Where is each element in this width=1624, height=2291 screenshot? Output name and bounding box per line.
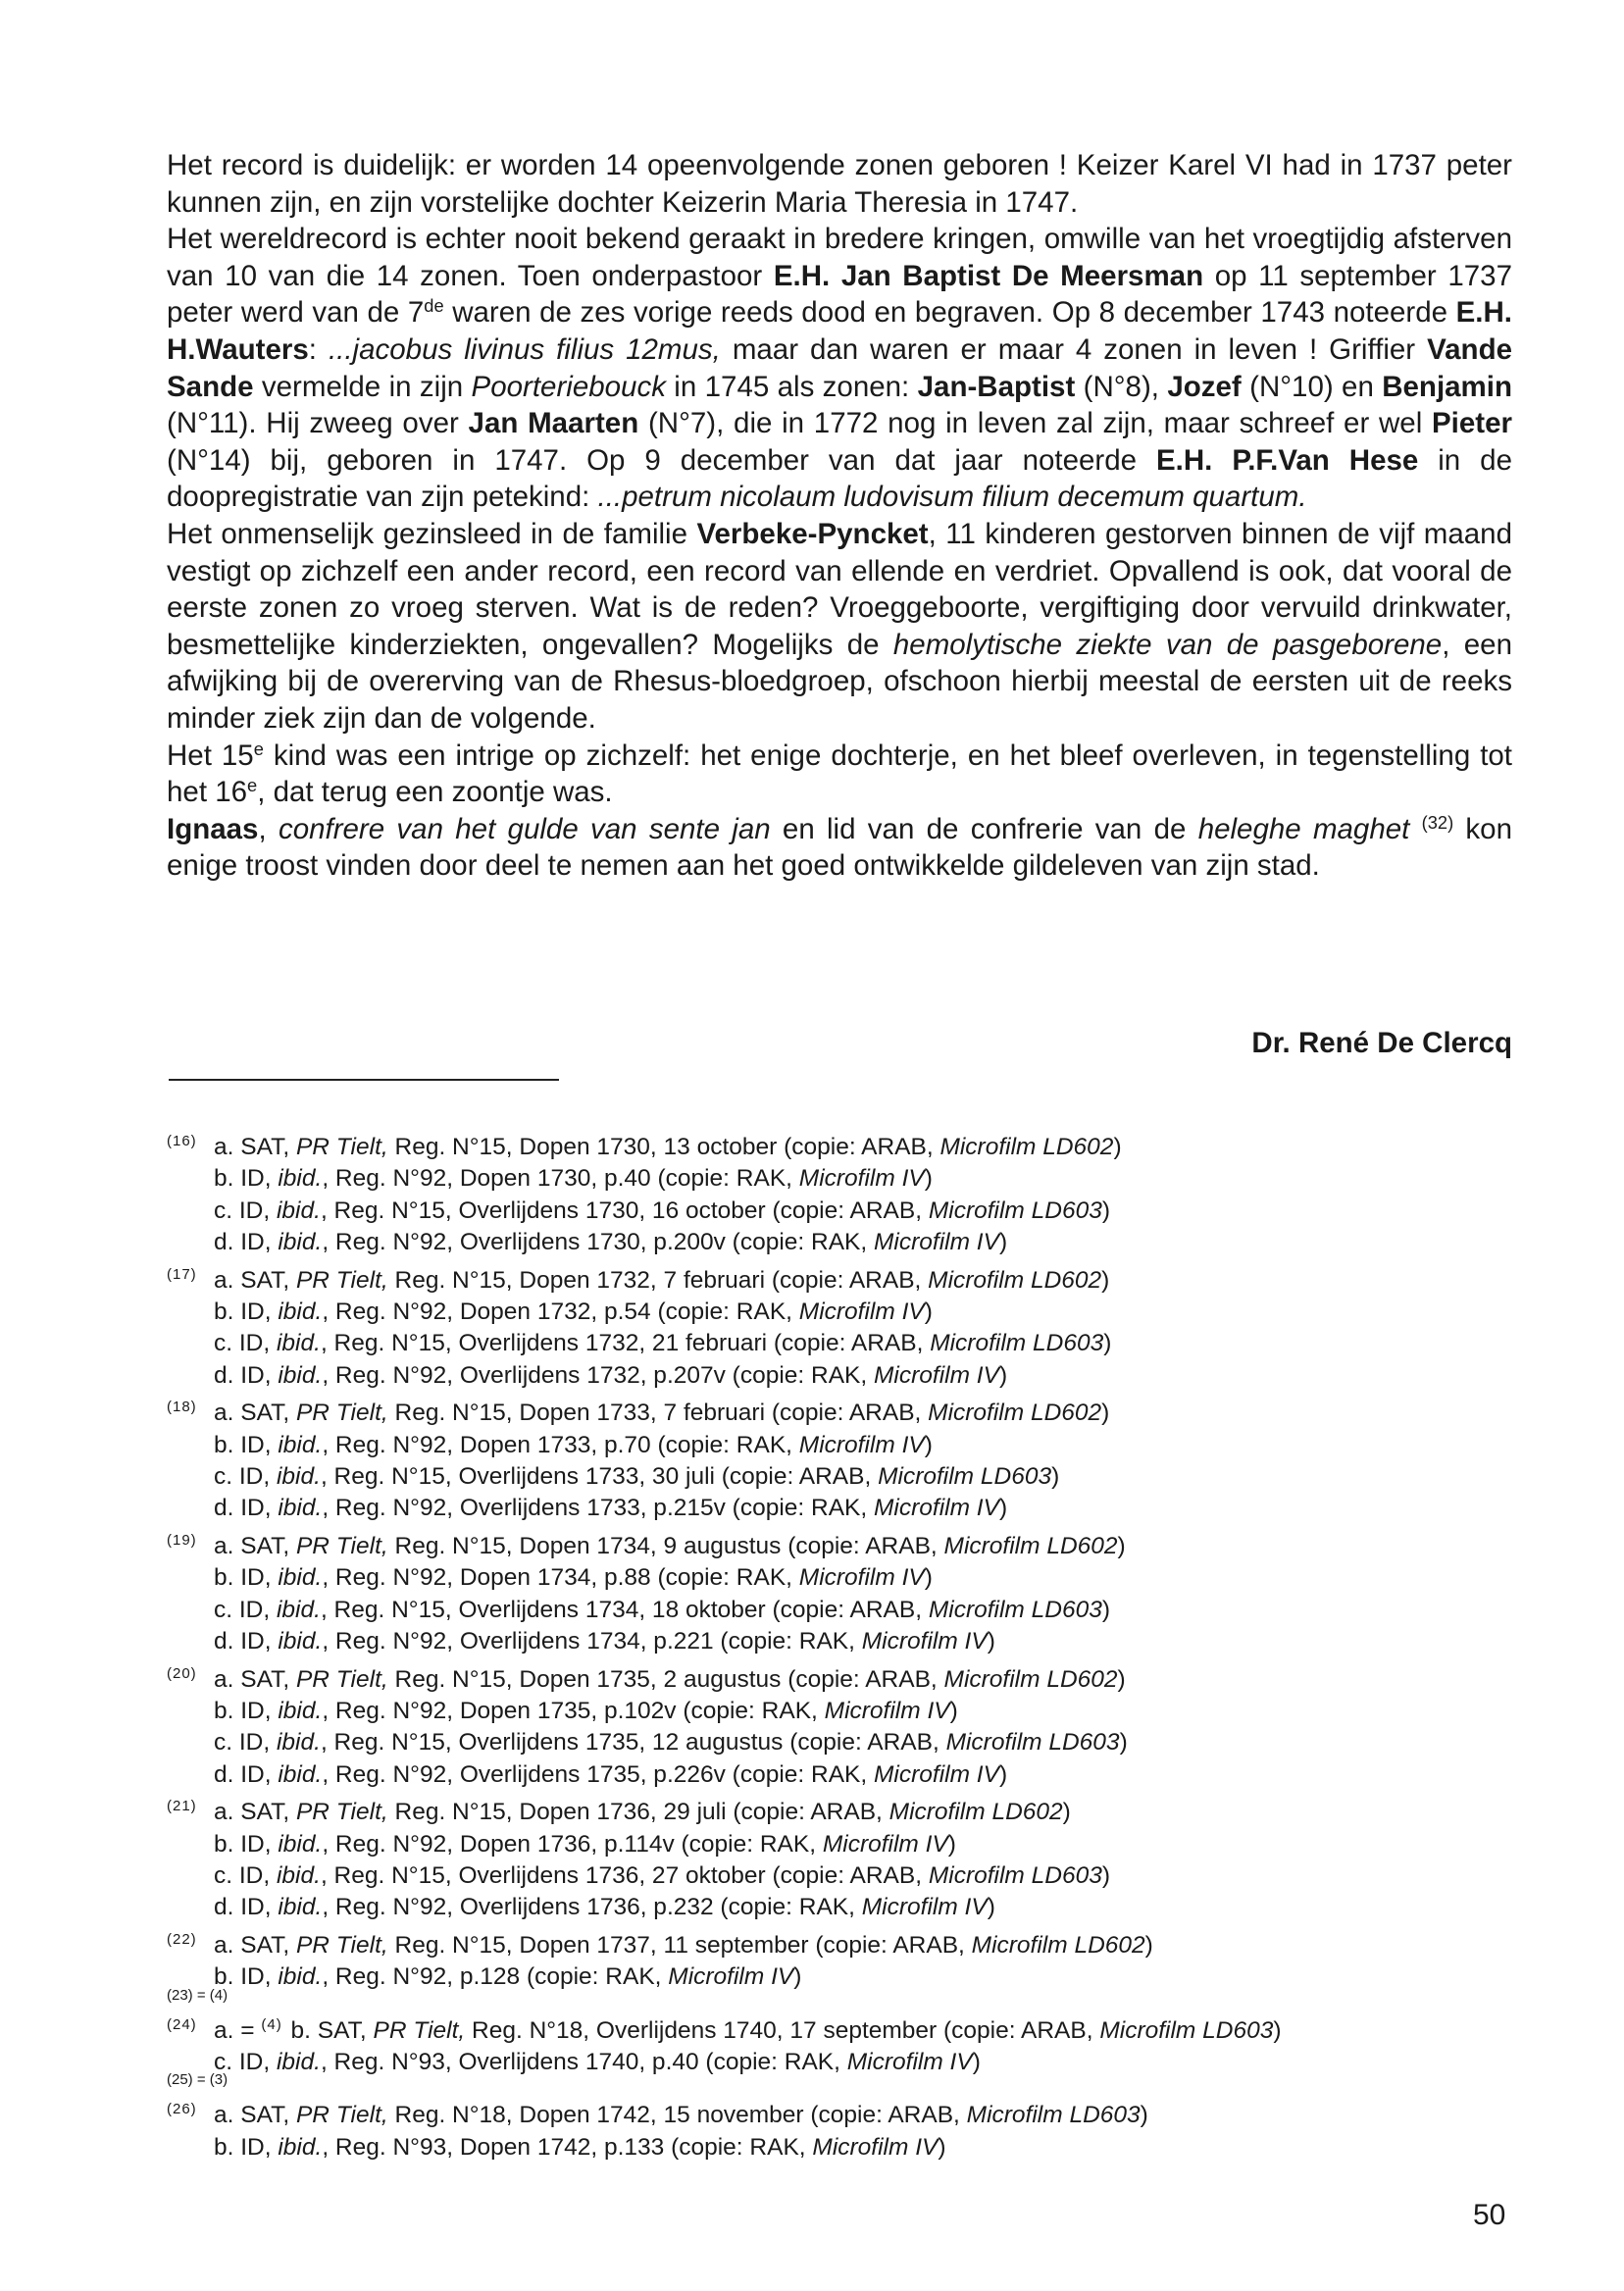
italic-text: ibid.: [278, 1165, 323, 1193]
text: , dat terug een zoontje was.: [257, 776, 613, 809]
italic-text: Microfilm IV: [861, 1894, 988, 1921]
italic-text: Microfilm LD602: [971, 1931, 1145, 1959]
text: (N°7), die in 1772 nog in leven zal zijn, maar schreef er wel: [638, 407, 1432, 440]
footnote-line: [167, 1493, 1540, 1524]
bold-name: Ignaas: [167, 812, 259, 845]
text: , Reg. N°92, Dopen 1735, p.102v (copie: RAK,: [322, 1697, 825, 1724]
paragraph-3: [167, 516, 1512, 738]
text: d. ID,: [214, 1628, 279, 1655]
footnote-line: [167, 1328, 1540, 1359]
text: Reg. N°18, Dopen 1742, 15 november (copie: ARAB,: [387, 2102, 967, 2129]
text: ): [924, 1165, 933, 1193]
italic-quote: ...petrum nicolaum ludovisum filium decemum quartum.: [597, 481, 1307, 514]
text: ): [1101, 1266, 1110, 1294]
italic-text: ibid.: [278, 1229, 323, 1256]
footnote-line: [167, 1126, 1540, 1163]
italic-text: Microfilm IV: [798, 1431, 925, 1458]
footnote-marker: (20): [167, 1664, 197, 1682]
italic-text: Microfilm LD602: [928, 1400, 1102, 1427]
text: b. SAT,: [283, 2016, 374, 2044]
italic-text: ibid.: [276, 1330, 321, 1357]
footnote-list: [167, 1126, 1540, 1994]
footnote-line: [167, 1461, 1540, 1493]
text: Reg. N°15, Dopen 1730, 13 october (copie: ARAB,: [387, 1134, 940, 1160]
footnote-24: [167, 2010, 1540, 2047]
footnote-line: [167, 1525, 1540, 1562]
italic-text: ibid.: [278, 1361, 323, 1389]
text: Reg. N°15, Dopen 1733, 7 februari (copie: ARAB,: [387, 1400, 929, 1427]
footnote-line: [167, 1297, 1540, 1328]
text: Reg. N°15, Dopen 1736, 29 juli (copie: ARAB,: [387, 1799, 889, 1826]
text: Reg. N°15, Dopen 1737, 11 september (copie: ARAB,: [387, 1931, 972, 1959]
text: ): [1113, 1134, 1122, 1160]
text: b. ID,: [214, 1431, 279, 1458]
text: ): [1051, 1463, 1060, 1491]
footnote-line: [167, 1562, 1540, 1594]
bold-name: Jan-Baptist: [917, 370, 1076, 403]
footnote-line: [167, 1727, 1540, 1758]
text: ): [924, 1431, 933, 1458]
italic-text: Microfilm LD602: [943, 1665, 1118, 1693]
footnote-line: [167, 1392, 1540, 1429]
text: ): [1144, 1931, 1153, 1959]
text: a. SAT,: [214, 1266, 296, 1294]
text: en lid van de confrerie van de: [770, 812, 1198, 845]
text: a. SAT,: [214, 1400, 296, 1427]
text: , Reg. N°15, Overlijdens 1734, 18 oktober (copie: ARAB,: [320, 1596, 929, 1623]
italic-text: Microfilm LD603: [1099, 2016, 1274, 2044]
paragraph-2: [167, 221, 1512, 516]
author-signature: Dr. René De Clercq: [1251, 1027, 1512, 1059]
footnote-23: (23) = (4): [167, 1986, 228, 2004]
italic-text: Microfilm IV: [874, 1760, 999, 1788]
italic-text: PR Tielt,: [295, 1931, 388, 1959]
italic-term: confrere van het gulde van sente jan: [278, 812, 771, 845]
text: , Reg. N°92, Dopen 1736, p.114v (copie: RAK,: [322, 1830, 823, 1858]
footnote-line: [167, 1791, 1540, 1828]
text: b. ID,: [214, 2133, 279, 2161]
text: ): [1101, 1400, 1110, 1427]
footnote-line: [167, 1595, 1540, 1626]
text: , Reg. N°92, Overlijdens 1733, p.215v (copie: RAK,: [322, 1495, 875, 1522]
text: , Reg. N°92, Dopen 1730, p.40 (copie: RAK,: [322, 1165, 799, 1193]
italic-text: ibid.: [278, 1298, 323, 1326]
italic-text: Microfilm IV: [874, 1229, 999, 1256]
footnote-marker: (22): [167, 1930, 197, 1948]
text: c. ID,: [214, 1861, 277, 1889]
text: d. ID,: [214, 1361, 279, 1389]
text: , Reg. N°92, Overlijdens 1735, p.226v (copie: RAK,: [322, 1760, 875, 1788]
italic-term: hemolytische ziekte van de pasgeborene: [892, 628, 1443, 661]
footnote-25: (25) = (3): [167, 2071, 228, 2089]
italic-text: Microfilm LD602: [888, 1799, 1063, 1826]
paragraph-1: [167, 147, 1512, 221]
text: ): [1101, 1196, 1111, 1224]
text: d. ID,: [214, 1495, 279, 1522]
text: kon enige troost vinden door deel te nemen aan het goed ontwikkelde gildeleven van zijn stad.: [167, 812, 1512, 883]
text: c. ID,: [214, 1729, 277, 1756]
footnote-line: [167, 1430, 1540, 1461]
superscript: e: [253, 738, 264, 759]
text: ): [924, 1564, 933, 1592]
italic-text: ibid.: [276, 1596, 321, 1623]
text: ): [998, 1229, 1008, 1256]
footnote-line: [167, 1658, 1540, 1696]
italic-text: Microfilm LD603: [928, 1196, 1102, 1224]
footnote-line: [167, 2132, 1540, 2164]
italic-text: Microfilm IV: [798, 1564, 925, 1592]
italic-text: ibid.: [278, 1894, 323, 1921]
text: , Reg. N°93, Overlijdens 1740, p.40 (copie: RAK,: [320, 2048, 847, 2075]
text: maar dan waren er maar 4 zonen in leven ! Griffier: [720, 332, 1428, 366]
text: , Reg. N°15, Overlijdens 1732, 21 februari (copie: ARAB,: [320, 1330, 931, 1357]
bold-name: Benjamin: [1382, 370, 1512, 403]
text: , Reg. N°92, Overlijdens 1734, p.221 (copie: RAK,: [322, 1628, 862, 1655]
footnote-line: [167, 1759, 1540, 1791]
footnote-line: [167, 1696, 1540, 1727]
text: b. ID,: [214, 1165, 279, 1193]
footnote-line: [167, 1860, 1540, 1892]
text: ): [998, 1760, 1008, 1788]
italic-text: Microfilm LD602: [943, 1532, 1118, 1559]
italic-text: PR Tielt,: [295, 1799, 388, 1826]
italic-text: PR Tielt,: [295, 1266, 388, 1294]
text: ): [1117, 1532, 1126, 1559]
italic-text: ibid.: [278, 1830, 323, 1858]
footnote-line: [167, 1259, 1540, 1297]
text: ): [1101, 1596, 1111, 1623]
text: ): [1101, 1861, 1111, 1889]
italic-text: PR Tielt,: [295, 2102, 388, 2129]
footnote-marker: (16): [167, 1133, 197, 1149]
text: c. ID,: [214, 2048, 277, 2075]
italic-text: Microfilm LD603: [928, 1596, 1102, 1623]
text: (N°8),: [1075, 370, 1168, 403]
text: op 11 september 1737 peter werd van de 7: [167, 259, 1512, 330]
bold-name: Verbeke-Pyncket: [696, 517, 929, 550]
text: , een afwijking bij de overerving van de Rhesus-bloedgroep, ofschoon hierbij meestal de eersten uit de reeks minder ziek zijn dan de volgende.: [167, 628, 1512, 735]
text: in 1745 als zonen:: [665, 370, 918, 403]
superscript: de: [424, 295, 444, 317]
text: ): [972, 2048, 981, 2075]
italic-text: ibid.: [278, 1697, 323, 1724]
bold-name: Vande Sande: [167, 332, 1512, 403]
footnote-divider: [169, 1079, 559, 1081]
main-text: [167, 147, 1512, 885]
italic-text: Microfilm IV: [822, 1830, 948, 1858]
footnote-marker: (19): [167, 1531, 197, 1549]
italic-text: ibid.: [276, 2048, 321, 2075]
superscript: e: [247, 775, 258, 796]
italic-text: ibid.: [278, 1628, 323, 1655]
text: Het 15: [167, 738, 254, 772]
italic-text: ibid.: [276, 1196, 321, 1224]
text: , Reg. N°92, Overlijdens 1732, p.207v (copie: RAK,: [322, 1361, 875, 1389]
text: ): [1273, 2016, 1282, 2044]
text: :: [308, 332, 329, 366]
text: d. ID,: [214, 1760, 279, 1788]
italic-text: Microfilm LD603: [878, 1463, 1052, 1491]
italic-text: Microfilm LD603: [966, 2102, 1141, 2129]
text: , Reg. N°92, Overlijdens 1736, p.232 (copie: RAK,: [322, 1894, 862, 1921]
text: (N°14) bij, geboren in 1747. Op 9 december van dat jaar noteerde: [167, 443, 1156, 477]
text: ): [924, 1298, 933, 1326]
italic-text: Microfilm IV: [824, 1697, 950, 1724]
text: d. ID,: [214, 1229, 279, 1256]
text: Het wereldrecord is echter nooit bekend geraakt in bredere kringen, omwille van het vroegtijdig afsterven van 10 van die 14 zonen. Toen onderpastoor: [167, 223, 1512, 292]
text: ): [998, 1361, 1008, 1389]
bold-name: Jozef: [1167, 370, 1242, 403]
italic-text: Microfilm LD603: [928, 1861, 1102, 1889]
italic-text: ibid.: [276, 1463, 321, 1491]
italic-text: Microfilm LD602: [928, 1266, 1102, 1294]
italic-text: ibid.: [278, 2133, 323, 2161]
text: kind was een intrige op zichzelf: het enige dochterje, en het bleef overleven, in tegenstelling tot het 16: [167, 738, 1512, 809]
italic-text: PR Tielt,: [295, 1532, 388, 1559]
italic-text: PR Tielt,: [295, 1134, 388, 1160]
footnote-marker: (26): [167, 2101, 197, 2118]
text: ): [987, 1894, 995, 1921]
text: b. ID,: [214, 1298, 279, 1326]
italic-text: Microfilm IV: [874, 1361, 999, 1389]
text: , Reg. N°92, Dopen 1732, p.54 (copie: RAK,: [322, 1298, 799, 1326]
text: c. ID,: [214, 1330, 277, 1357]
footnote-26: [167, 2094, 1540, 2164]
text: Reg. N°15, Dopen 1732, 7 februari (copie: ARAB,: [387, 1266, 929, 1294]
text: Reg. N°15, Dopen 1734, 9 augustus (copie: ARAB,: [387, 1532, 944, 1559]
page-number: 50: [1473, 2199, 1506, 2231]
italic-text: PR Tielt,: [295, 1400, 388, 1427]
bold-name: E.H. H.Wauters: [167, 296, 1512, 366]
footnotes: [167, 1126, 1540, 2164]
italic-text: Microfilm LD603: [945, 1729, 1120, 1756]
text: a. SAT,: [214, 1931, 296, 1959]
bold-text: E.H.: [773, 259, 831, 292]
footnote-line: [167, 1924, 1540, 1961]
italic-text: ibid.: [278, 1760, 323, 1788]
text: ,: [258, 812, 279, 845]
text: , Reg. N°93, Dopen 1742, p.133 (copie: RAK,: [322, 2133, 813, 2161]
text: (N°11). Hij zweeg over: [167, 407, 469, 440]
text: d. ID,: [214, 1894, 279, 1921]
footnote-ref: (4): [261, 2015, 282, 2033]
italic-text: Microfilm IV: [846, 2048, 973, 2075]
text: , 11 kinderen gestorven binnen de vijf maand vestigt op zichzelf een ander record, een record van ellende en verdriet. Opvallend is ook, dat vooral de eerste zonen zo vroeg sterven. Wat is de reden? Vroeggeboorte, vergiftiging door vervuild drinkwater, besmettelijke kinderziekten, ongevallen? Mogelijks de: [167, 517, 1512, 661]
footnote-reference: (32): [1421, 811, 1454, 833]
paragraph-5: [167, 811, 1512, 885]
paragraph-4: [167, 738, 1512, 811]
italic-term: heleghe maghet: [1197, 812, 1410, 845]
text: , Reg. N°92, Overlijdens 1730, p.200v (copie: RAK,: [322, 1229, 875, 1256]
italic-text: Microfilm IV: [798, 1165, 925, 1193]
text: (N°10) en: [1241, 370, 1383, 403]
footnote-line: [167, 1163, 1540, 1195]
text: ): [1062, 1799, 1071, 1826]
italic-text: ibid.: [276, 1729, 321, 1756]
italic-text: Microfilm IV: [668, 1963, 794, 1991]
footnote-line: [167, 1196, 1540, 1227]
italic-text: ibid.: [278, 1495, 323, 1522]
text: Reg. N°18, Overlijdens 1740, 17 september (copie: ARAB,: [465, 2016, 1100, 2044]
footnote-line: [167, 1626, 1540, 1657]
footnote-marker: (18): [167, 1399, 197, 1416]
italic-text: Microfilm IV: [861, 1628, 988, 1655]
text: a. SAT,: [214, 1665, 296, 1693]
text: ): [1117, 1665, 1126, 1693]
footnote-line: [167, 1360, 1540, 1392]
text: Reg. N°15, Dopen 1735, 2 augustus (copie: ARAB,: [387, 1665, 944, 1693]
bold-name: Jan Maarten: [468, 407, 639, 440]
text: ): [793, 1963, 802, 1991]
text: ): [938, 2133, 946, 2161]
text: ): [1119, 1729, 1128, 1756]
footnote-marker: (21): [167, 1798, 197, 1815]
italic-text: ibid.: [276, 1861, 321, 1889]
text: ): [1103, 1330, 1112, 1357]
italic-text: PR Tielt,: [373, 2016, 466, 2044]
text: c. ID,: [214, 1463, 277, 1491]
bold-name: Pieter: [1432, 407, 1512, 440]
text: c. ID,: [214, 1596, 277, 1623]
footnote-line: [167, 1892, 1540, 1923]
italic-title: Poorteriebouck: [471, 370, 666, 403]
italic-text: Microfilm IV: [798, 1298, 925, 1326]
italic-text: Microfilm LD602: [939, 1134, 1114, 1160]
text: , Reg. N°92, Dopen 1733, p.70 (copie: RAK,: [322, 1431, 799, 1458]
text: b. ID,: [214, 1830, 279, 1858]
text: b. ID,: [214, 1697, 279, 1724]
text: a. SAT,: [214, 2102, 296, 2129]
text: Het onmenselijk gezinsleed in de familie: [167, 517, 697, 550]
text: , Reg. N°15, Overlijdens 1730, 16 october (copie: ARAB,: [320, 1196, 929, 1224]
text: b. ID,: [214, 1963, 279, 1991]
paragraph-text: Het record is duidelijk: er worden 14 opeenvolgende zonen geboren ! Keizer Karel VI had in 1737 peter kunnen zijn, en zijn vorstelijke dochter Keizerin Maria Theresia in 1747.: [167, 149, 1512, 219]
italic-text: Microfilm LD603: [930, 1330, 1104, 1357]
italic-text: Microfilm IV: [874, 1495, 999, 1522]
bold-name: Jan Baptist De Meersman: [840, 259, 1204, 292]
text: ): [947, 1830, 956, 1858]
italic-text: PR Tielt,: [295, 1665, 388, 1693]
text: , Reg. N°15, Overlijdens 1735, 12 augustus (copie: ARAB,: [320, 1729, 946, 1756]
footnote-marker: (24): [167, 2015, 197, 2033]
italic-quote: ...jacobus livinus filius 12mus,: [328, 332, 721, 366]
footnote-line: [167, 1829, 1540, 1860]
text: a. SAT,: [214, 1799, 296, 1826]
text: b. ID,: [214, 1564, 279, 1592]
text: c. ID,: [214, 1196, 277, 1224]
text: a. =: [214, 2016, 262, 2044]
text: ): [1140, 2102, 1148, 2129]
footnote-line: [167, 2094, 1540, 2131]
italic-text: Microfilm IV: [812, 2133, 939, 2161]
text: vermelde in zijn: [253, 370, 472, 403]
text: , Reg. N°92, p.128 (copie: RAK,: [322, 1963, 669, 1991]
text: ): [949, 1697, 958, 1724]
italic-text: ibid.: [278, 1431, 323, 1458]
text: in de doopregistratie van zijn petekind:: [167, 443, 1512, 514]
footnote-line: [167, 1227, 1540, 1258]
text: , Reg. N°15, Overlijdens 1733, 30 juli (copie: ARAB,: [320, 1463, 879, 1491]
text: ): [987, 1628, 995, 1655]
text: , Reg. N°15, Overlijdens 1736, 27 oktober (copie: ARAB,: [320, 1861, 929, 1889]
text: a. SAT,: [214, 1532, 296, 1559]
italic-text: ibid.: [278, 1564, 323, 1592]
footnote-marker: (17): [167, 1265, 197, 1283]
italic-text: ibid.: [278, 1963, 323, 1991]
bold-name: E.H. P.F.Van Hese: [1155, 443, 1419, 477]
text: ): [998, 1495, 1008, 1522]
text: , Reg. N°92, Dopen 1734, p.88 (copie: RAK,: [322, 1564, 799, 1592]
text: a. SAT,: [214, 1134, 296, 1160]
text: waren de zes vorige reeds dood en begraven. Op 8 december 1743 noteerde: [443, 296, 1456, 330]
